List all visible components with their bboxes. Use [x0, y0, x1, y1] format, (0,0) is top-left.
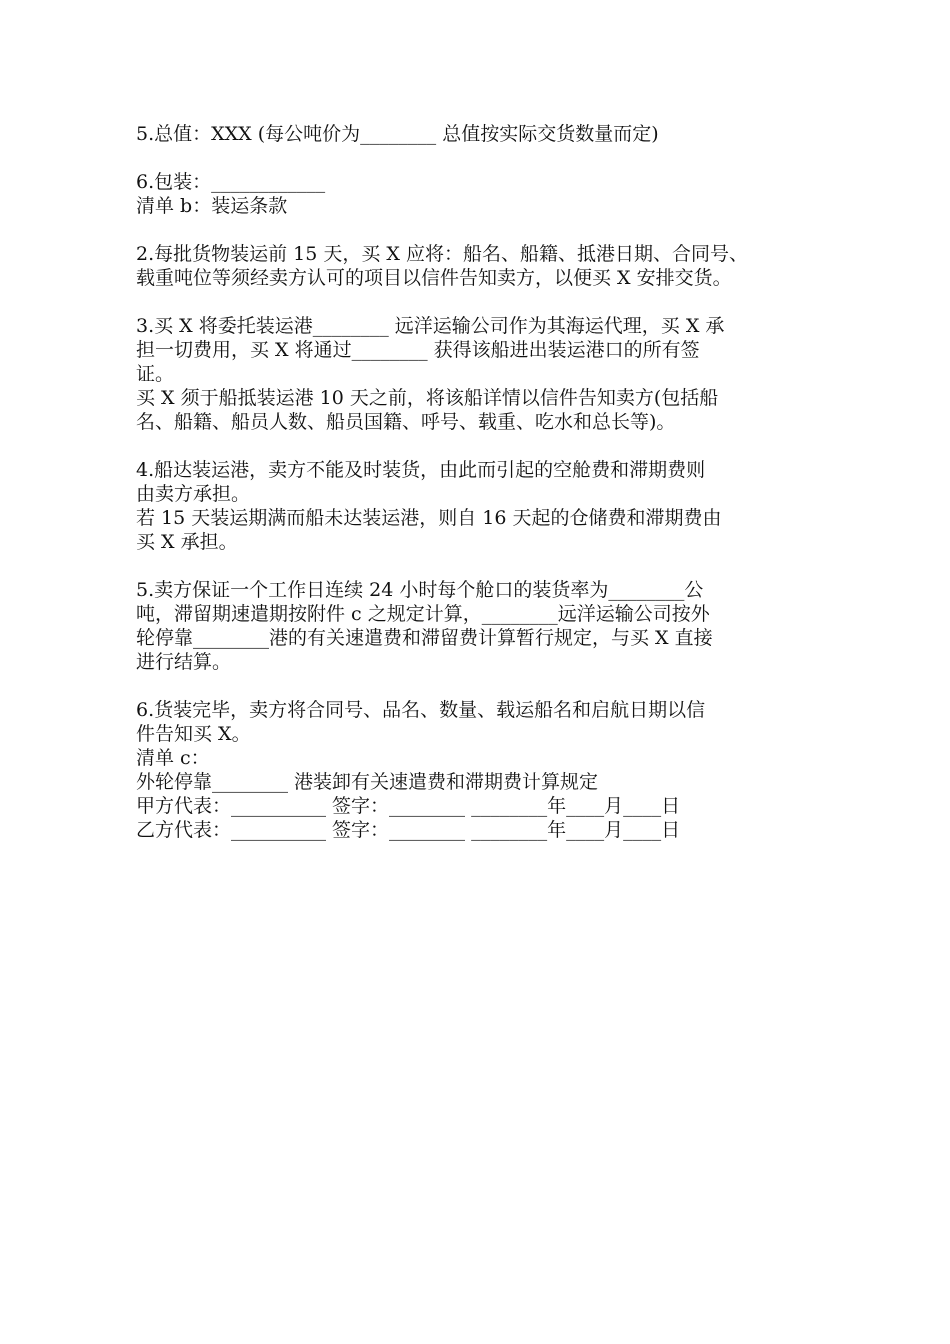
paragraph-gap — [136, 674, 826, 698]
text-line: 清单 c： — [136, 747, 210, 769]
signature-line-party-a: 甲方代表：__________ 签字：________ ________年____月____日 — [136, 795, 681, 817]
paragraph-gap — [136, 146, 826, 170]
text-line: 轮停靠________港的有关速遣费和滞留费计算暂行规定，与买 X 直接 — [136, 627, 713, 649]
text-line: 担一切费用，买 X 将通过________ 获得该船进出装运港口的所有签 — [136, 339, 700, 361]
paragraph-gap — [136, 290, 826, 314]
text-line: 3.买 X 将委托装运港________ 远洋运输公司作为其海运代理，买 X 承 — [136, 315, 725, 337]
text-line: 2.每批货物装运前 15 天，买 X 应将：船名、船籍、抵港日期、合同号、 — [136, 243, 748, 265]
text-line: 买 X 承担。 — [136, 531, 238, 553]
paragraph-gap — [136, 434, 826, 458]
text-line: 5.卖方保证一个工作日连续 24 小时每个舱口的装货率为________公 — [136, 579, 704, 601]
text-line: 由卖方承担。 — [136, 483, 251, 505]
text-line: 证。 — [136, 363, 175, 385]
text-line: 清单 b：装运条款 — [136, 195, 288, 217]
text-line: 载重吨位等须经卖方认可的项目以信件告知卖方，以便买 X 安排交货。 — [136, 267, 732, 289]
text-line: 6.包装：____________ — [136, 171, 326, 193]
text-line: 买 X 须于船抵装运港 10 天之前，将该船详情以信件告知卖方(包括船 — [136, 387, 719, 409]
text-line: 4.船达装运港，卖方不能及时装货，由此而引起的空舱费和滞期费则 — [136, 459, 706, 481]
document-body — [136, 122, 826, 842]
paragraph-gap — [136, 554, 826, 578]
text-line: 若 15 天装运期满而船未达装运港，则自 16 天起的仓储费和滞期费由 — [136, 507, 722, 529]
text-line: 吨，滞留期速遣期按附件 c 之规定计算，________远洋运输公司按外 — [136, 603, 710, 625]
text-line: 外轮停靠________ 港装卸有关速遣费和滞期费计算规定 — [136, 771, 599, 793]
signature-line-party-b: 乙方代表：__________ 签字：________ ________年____月____日 — [136, 819, 681, 841]
text-line: 5.总值：XXX (每公吨价为________ 总值按实际交货数量而定) — [136, 123, 659, 145]
text-line: 名、船籍、船员人数、船员国籍、呼号、载重、吃水和总长等)。 — [136, 411, 676, 433]
text-line: 件告知买 X。 — [136, 723, 251, 745]
text-line: 进行结算。 — [136, 651, 232, 673]
text-line: 6.货装完毕，卖方将合同号、品名、数量、载运船名和启航日期以信 — [136, 699, 706, 721]
paragraph-gap — [136, 218, 826, 242]
